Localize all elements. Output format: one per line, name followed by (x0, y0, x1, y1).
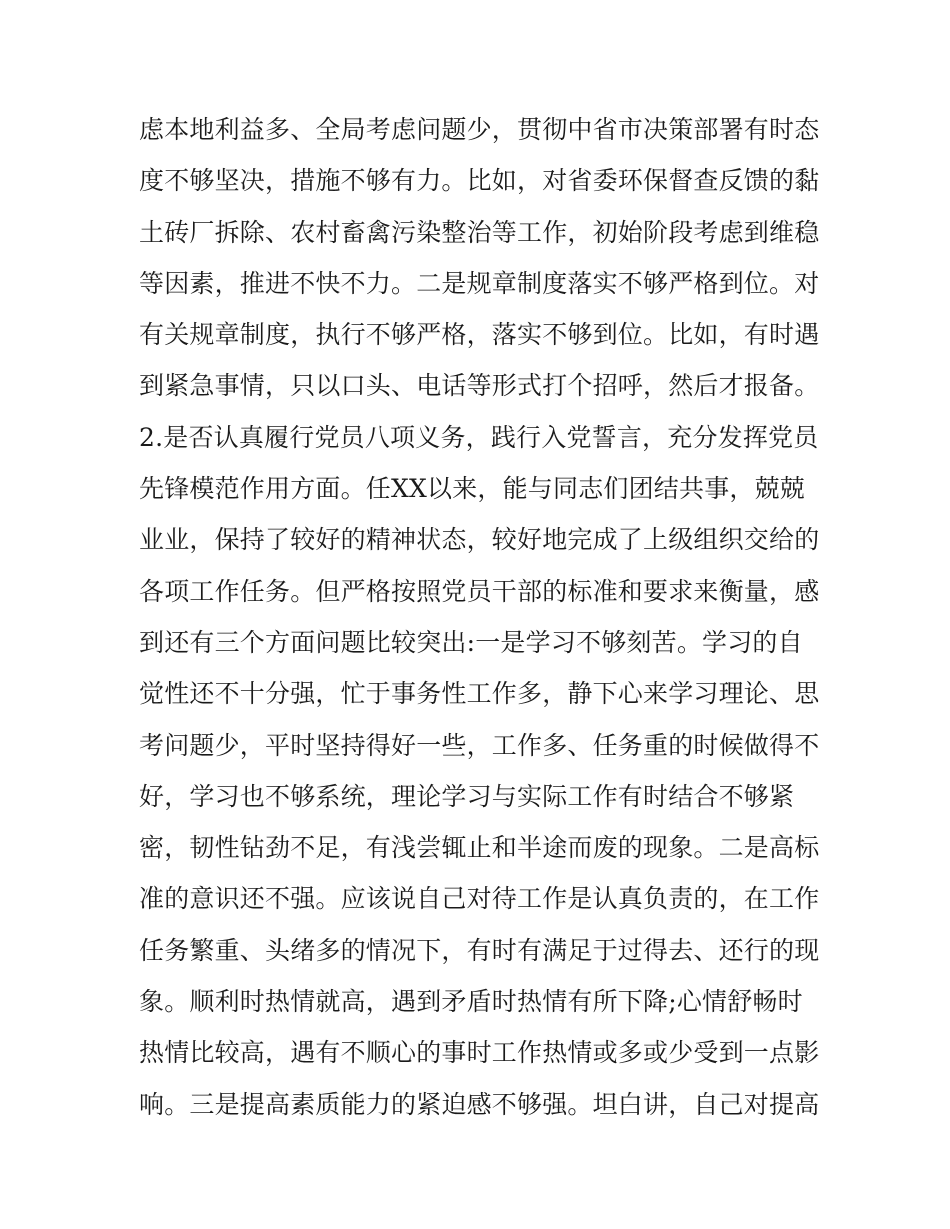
text-line-19: 热情比较高，遇有不顺心的事时工作热情或多或少受到一点影 (139, 1038, 820, 1068)
text-line-10: 各项工作任务。但严格按照党员干部的标准和要求来衡量，感 (139, 576, 820, 606)
text-line-7: 2.是否认真履行党员八项义务，践行入党誓言，充分发挥党员 (139, 422, 819, 452)
text-line-8: 先锋模范作用方面。任XX以来，能与同志们团结共事，兢兢 (139, 474, 805, 504)
text-line-16: 准的意识还不强。应该说自己对待工作是认真负责的，在工作 (139, 884, 820, 914)
body-text (139, 104, 819, 1130)
text-line-14: 好，学习也不够系统，理论学习与实际工作有时结合不够紧 (139, 781, 795, 811)
text-line-18: 象。顺利时热情就高，遇到矛盾时热情有所下降;心情舒畅时 (139, 987, 803, 1017)
text-line-13: 考问题少，平时坚持得好一些，工作多、任务重的时候做得不 (139, 730, 820, 760)
text-line-17: 任务繁重、头绪多的情况下，有时有满足于过得去、还行的现 (139, 935, 820, 965)
text-line-20: 响。三是提高素质能力的紧迫感不够强。坦白讲，自己对提高 (139, 1089, 820, 1119)
text-line-2: 度不够坚决，措施不够有力。比如，对省委环保督查反馈的黏 (139, 166, 820, 196)
text-line-4: 等因素，推进不快不力。二是规章制度落实不够严格到位。对 (139, 268, 820, 298)
text-line-15: 密，韧性钻劲不足，有浅尝辄止和半途而废的现象。二是高标 (139, 833, 820, 863)
text-line-3: 土砖厂拆除、农村畜禽污染整治等工作，初始阶段考虑到维稳 (139, 217, 820, 247)
text-line-9: 业业，保持了较好的精神状态，较好地完成了上级组织交给的 (139, 525, 820, 555)
text-line-11: 到还有三个方面问题比较突出:一是学习不够刻苦。学习的自 (139, 627, 803, 657)
text-line-6: 到紧急事情，只以口头、电话等形式打个招呼，然后才报备。 (139, 371, 820, 401)
text-line-12: 觉性还不十分强，忙于事务性工作多，静下心来学习理论、思 (139, 679, 820, 709)
text-line-5: 有关规章制度，执行不够严格，落实不够到位。比如，有时遇 (139, 320, 820, 350)
text-line-1: 虑本地利益多、全局考虑问题少，贯彻中省市决策部署有时态 (139, 115, 820, 144)
